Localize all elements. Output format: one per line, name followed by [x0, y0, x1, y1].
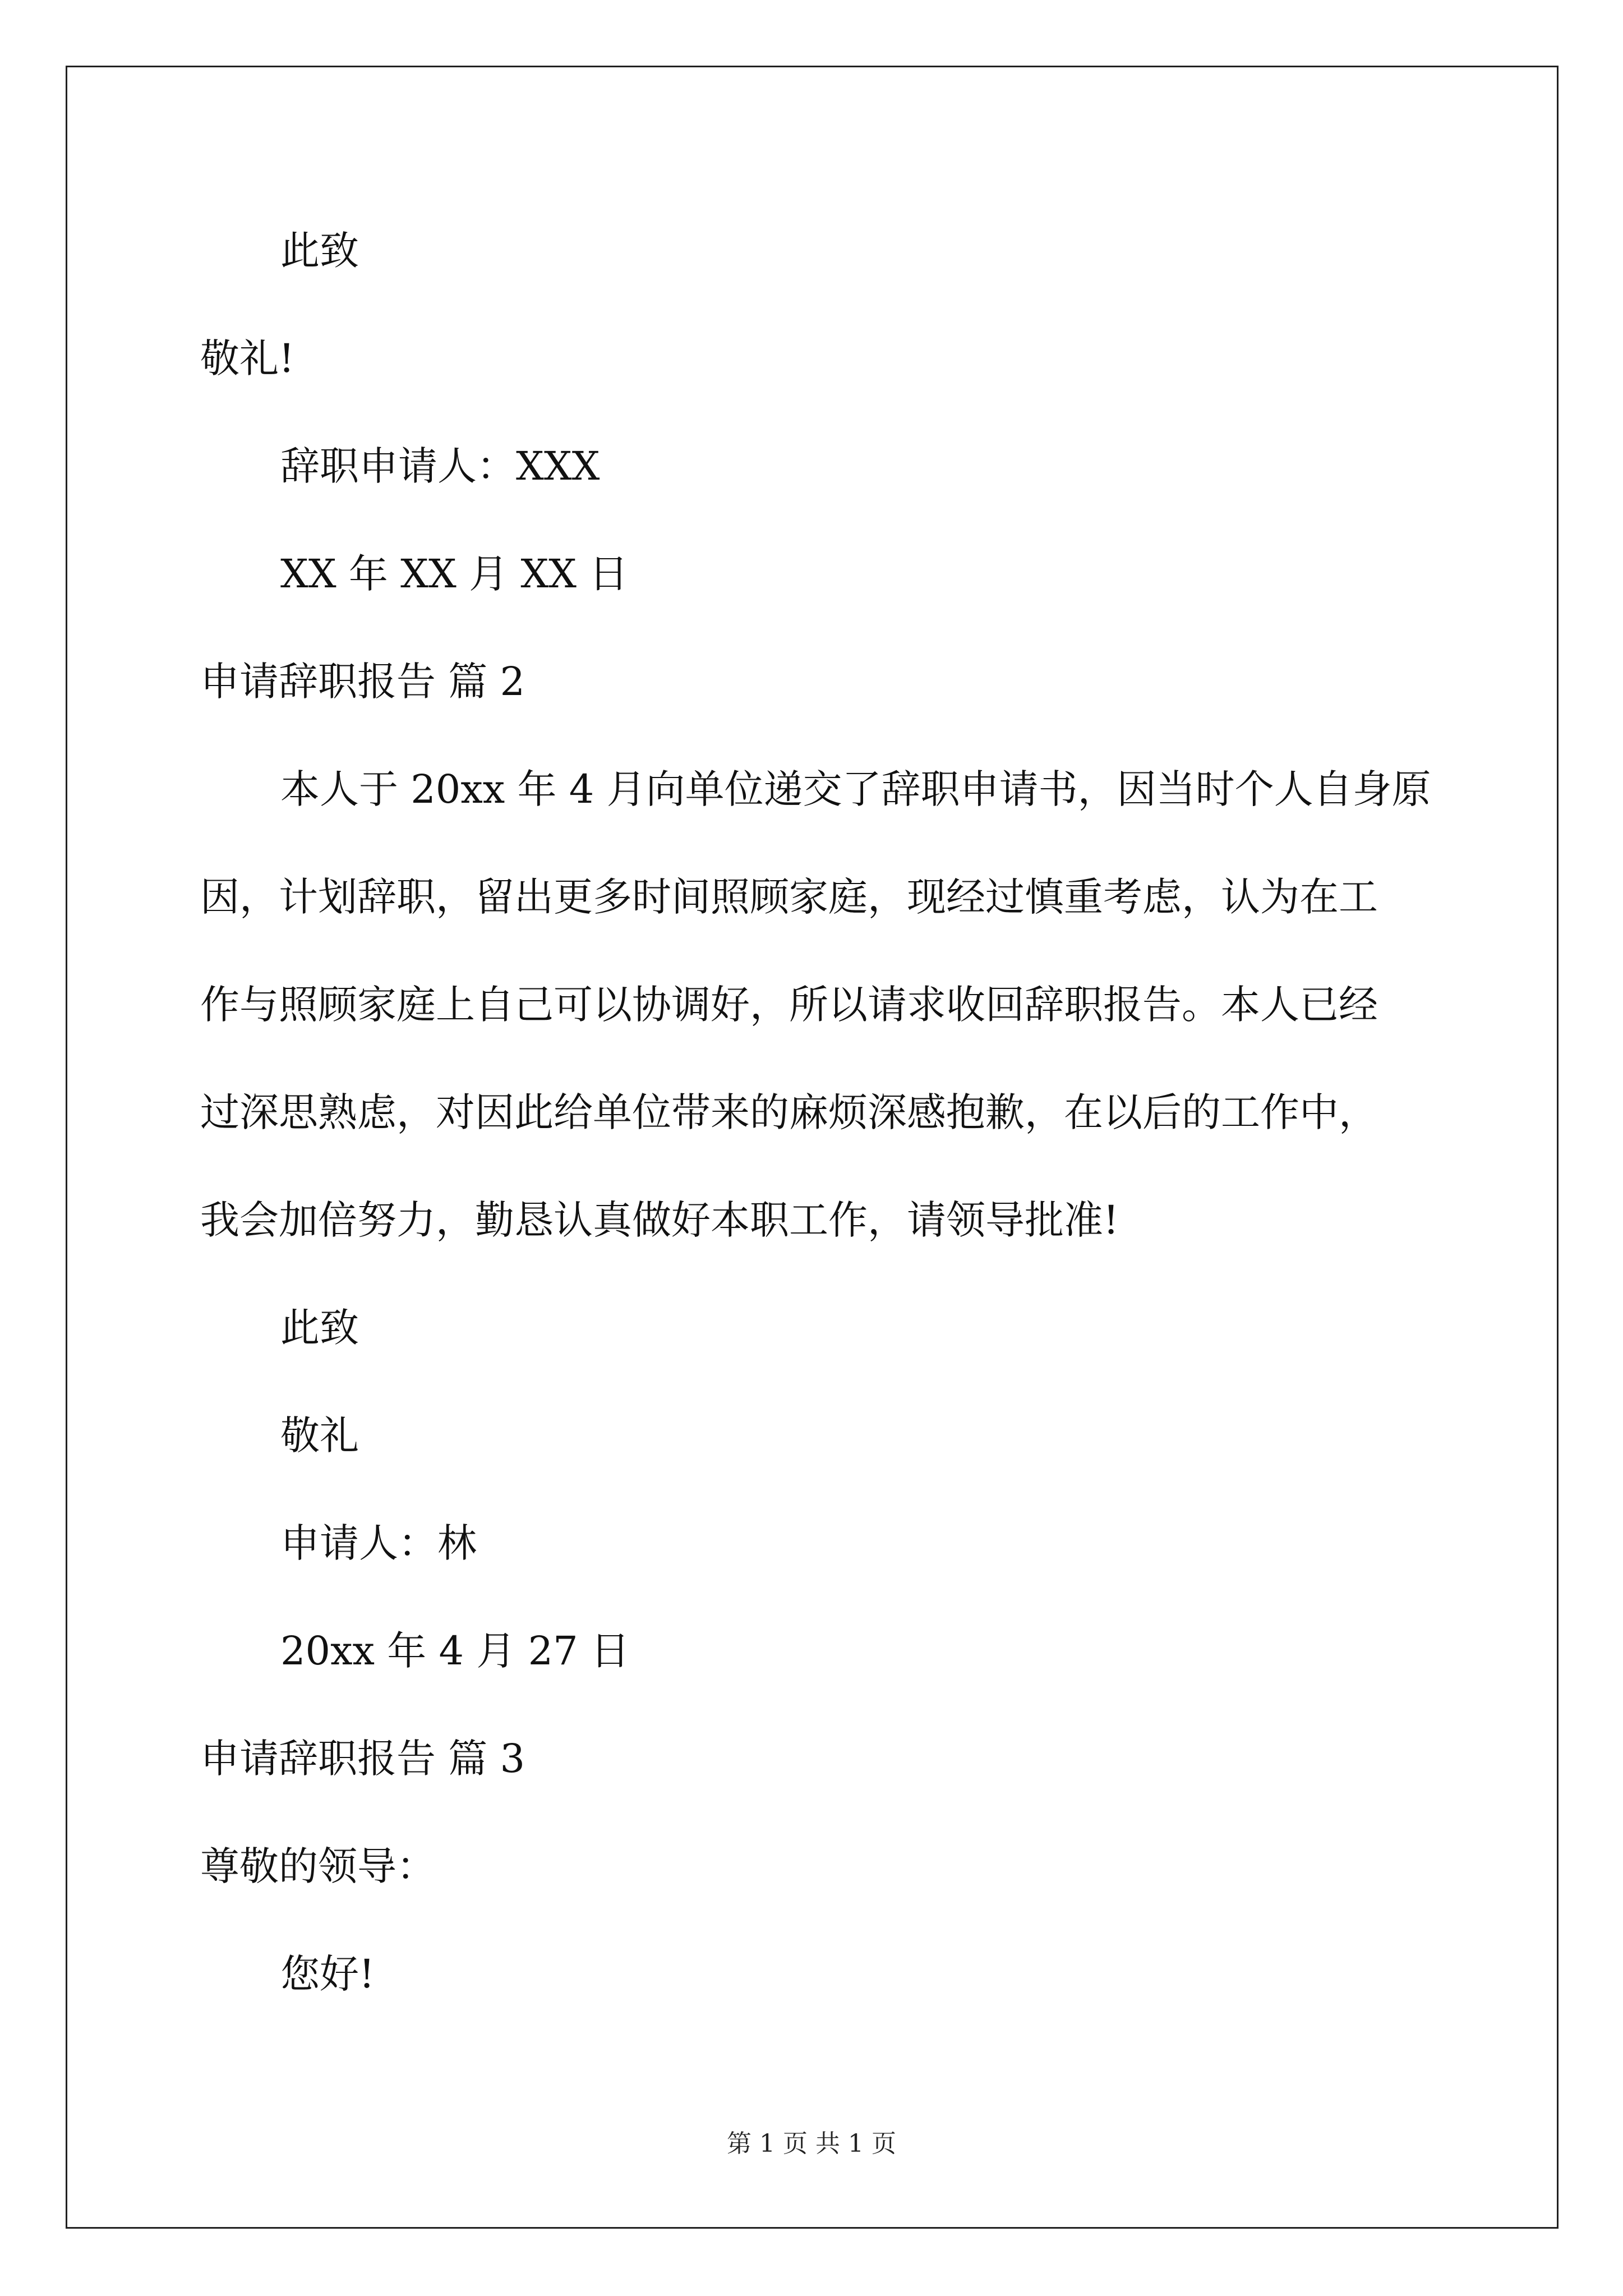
date-line: XX 年 XX 月 XX 日 — [280, 551, 629, 597]
body-paragraph-line: 作与照顾家庭上自己可以协调好，所以请求收回辞职报告。本人已经 — [200, 982, 1378, 1028]
page-footer: 第 1 页 共 1 页 — [727, 2129, 896, 2158]
date-line: 20xx 年 4 月 27 日 — [280, 1628, 630, 1674]
section-heading: 申请辞职报告 篇 2 — [200, 659, 525, 705]
body-paragraph-line: 过深思熟虑，对因此给单位带来的麻烦深感抱歉，在以后的工作中， — [200, 1089, 1378, 1135]
section-heading: 申请辞职报告 篇 3 — [200, 1736, 525, 1782]
page-border — [66, 66, 1559, 2229]
body-paragraph-line: 本人于 20xx 年 4 月向单位递交了辞职申请书，因当时个人自身原 — [280, 766, 1431, 812]
closing-salutation: 此致 — [280, 228, 359, 274]
greeting-line: 您好! — [280, 1951, 375, 1997]
closing-regards: 敬礼 — [280, 1412, 359, 1458]
closing-regards: 敬礼! — [200, 335, 295, 381]
signature-line: 辞职申请人：XXX — [280, 443, 600, 489]
closing-salutation: 此致 — [280, 1305, 359, 1351]
signature-line: 申请人：林 — [280, 1520, 477, 1566]
body-paragraph-line: 因，计划辞职，留出更多时间照顾家庭，现经过慎重考虑，认为在工 — [200, 874, 1378, 920]
body-paragraph-line: 我会加倍努力，勤恳认真做好本职工作，请领导批准! — [200, 1197, 1119, 1243]
greeting-line: 尊敬的领导： — [200, 1843, 436, 1889]
